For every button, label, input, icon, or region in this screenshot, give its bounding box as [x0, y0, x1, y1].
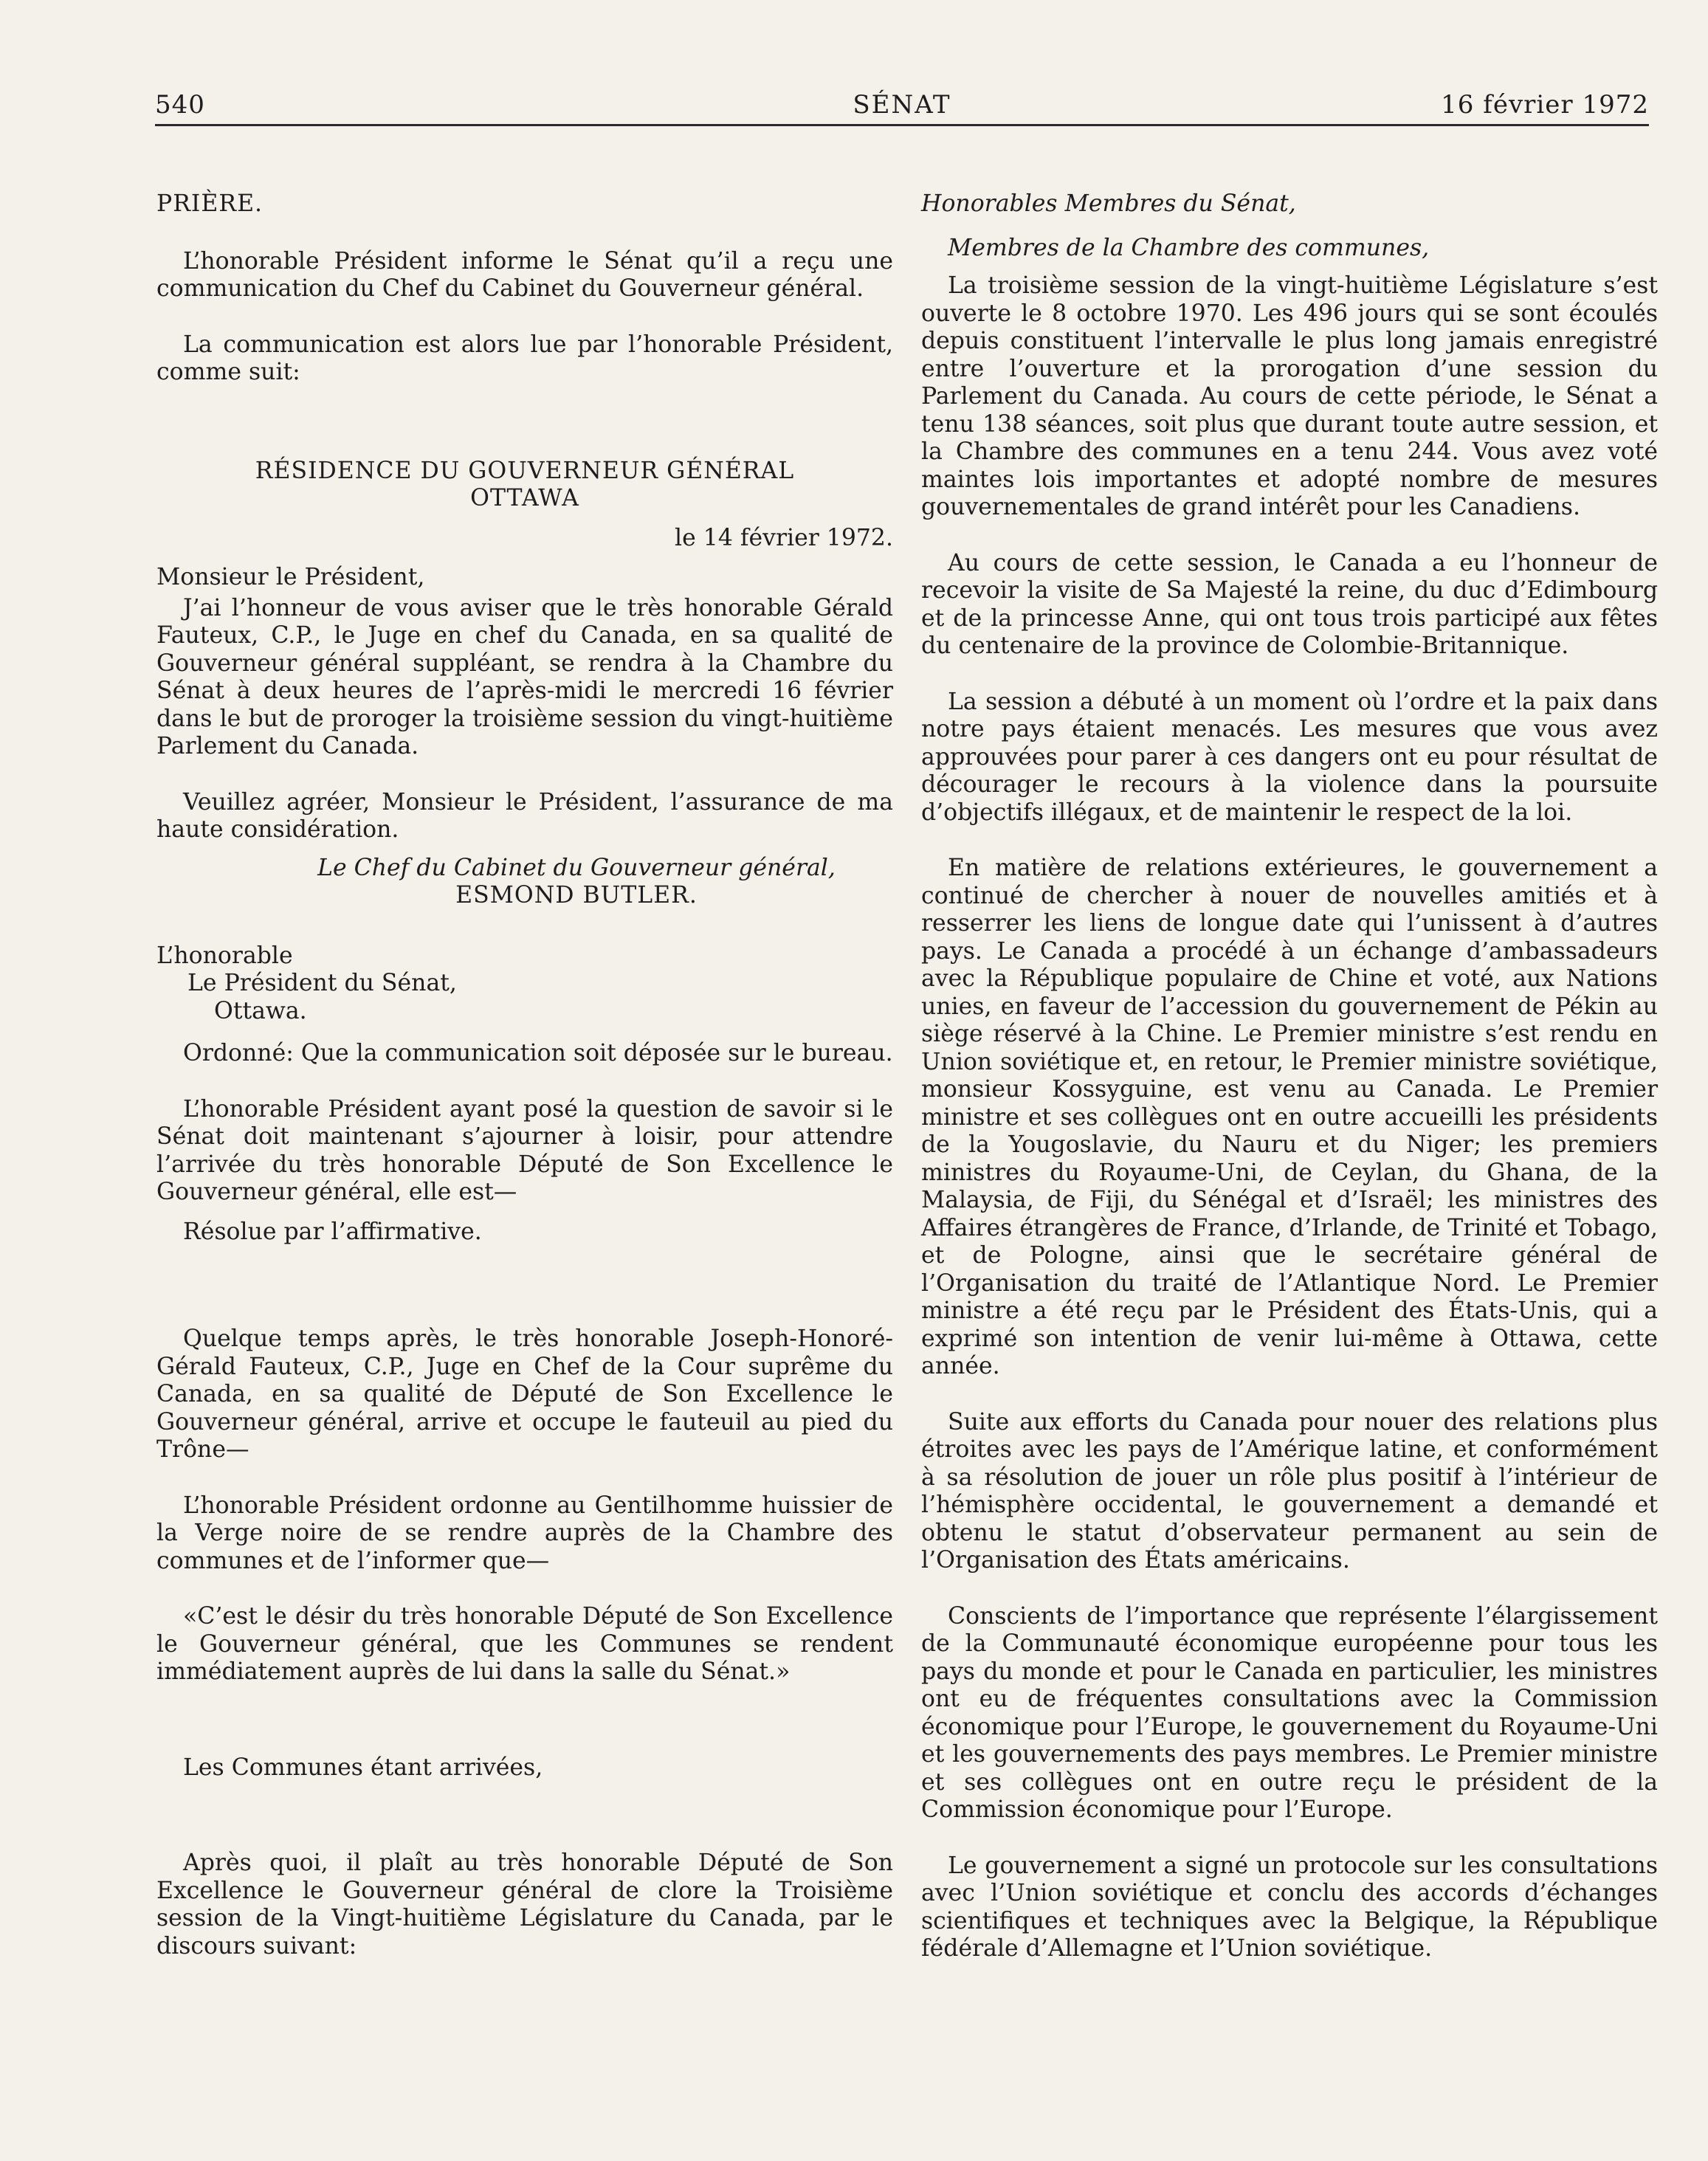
- paragraph-lecture: La communication est alors lue par l’honorable Président, comme suit:: [156, 331, 893, 385]
- addressee-line-3: Ottawa.: [214, 997, 307, 1024]
- speech-paragraph-7: Le gouvernement a signé un protocole sur les consultations avec l’Union soviétique et conclu des accords d’échanges scientifiques et techniques avec la Belgique, la République fédérale d’Allemagne et l’Union soviétique.: [921, 1852, 1658, 1962]
- signature-title: Le Chef du Cabinet du Gouverneur général,: [317, 854, 836, 881]
- page-title: SÉNAT: [853, 90, 951, 120]
- speech-paragraph-3: La session a débuté à un moment où l’ordre et la paix dans notre pays étaient menacés. Les mesures que vous avez approuvées pour parer à ces dangers ont eu pour résultat de décourager le recours à la violence dans la poursuite d’objectifs illégaux, et de maintenir le respect de la loi.: [921, 688, 1658, 826]
- paragraph-quote: «C’est le désir du très honorable Député de Son Excellence le Gouverneur général, que les Communes se rendent immédiatement auprès de lui dans la salle du Sénat.»: [156, 1603, 893, 1685]
- greeting-communes: Membres de la Chambre des communes,: [948, 234, 1430, 261]
- paragraph-ordonne: Ordonné: Que la communication soit déposée sur le bureau.: [183, 1040, 893, 1066]
- paragraph-communes-arrivees: Les Communes étant arrivées,: [183, 1754, 543, 1781]
- residence-heading: RÉSIDENCE DU GOUVERNEUR GÉNÉRAL: [255, 457, 795, 484]
- speech-paragraph-2: Au cours de cette session, le Canada a eu l’honneur de recevoir la visite de Sa Majesté la reine, du duc d’Edimbourg et de la princesse Anne, qui ont tous trois participé aux fêtes du centenaire de la province de Colombie-Britannique.: [921, 549, 1658, 659]
- paragraph-quelque-temps: Quelque temps après, le très honorable Joseph-Honoré-Gérald Fauteux, C.P., Juge en Chef de la Cour suprême du Canada, en sa qualité de Député de Son Excellence le Gouverneur général, arrive et occupe le fauteuil au pied du Trône—: [156, 1326, 893, 1463]
- speech-paragraph-5: Suite aux efforts du Canada pour nouer des relations plus étroites avec les pays de l’Amérique latine, et conformément à sa résolution de jouer un rôle plus positif à l’intérieur de l’hémisphère occidental, le gouvernement a demandé et obtenu le statut d’observateur permanent au sein de l’Organisation des États américains.: [921, 1408, 1658, 1574]
- paragraph-communication: L’honorable Président informe le Sénat qu’il a reçu une communication du Chef du Cabinet du Gouverneur général.: [156, 247, 893, 302]
- paragraph-huissier: L’honorable Président ordonne au Gentilhomme huissier de la Verge noire de se rendre auprès de la Chambre des communes et de l’informer que—: [156, 1492, 893, 1574]
- right-column: [921, 190, 1658, 1963]
- letter-salutation: Monsieur le Président,: [156, 564, 425, 590]
- header-rule: [155, 124, 1649, 126]
- paragraph-resolue: Résolue par l’affirmative.: [183, 1218, 482, 1245]
- letter-body: J’ai l’honneur de vous aviser que le très honorable Gérald Fauteux, C.P., le Juge en chef du Canada, en sa qualité de Gouverneur général suppléant, se rendra à la Chambre du Sénat à deux heures de l’après-midi le mercredi 16 février dans le but de proroger la troisième session du vingt-huitième Parlement du Canada.: [156, 594, 893, 759]
- speech-paragraph-6: Conscients de l’importance que représente l’élargissement de la Communauté économique européenne pour tous les pays du monde et pour le Canada en particulier, les ministres ont eu de fréquentes consultations avec la Commission économique pour l’Europe, le gouvernement du Royaume-Uni et les gouvernements des pays membres. Le Premier ministre et ses collègues ont en outre reçu le président de la Commission économique pour l’Europe.: [921, 1602, 1658, 1823]
- left-column: [156, 190, 893, 1960]
- page-date: 16 février 1972: [1441, 90, 1649, 120]
- speech-paragraph-1: La troisième session de la vingt-huitième Législature s’est ouverte le 8 octobre 1970. Les 496 jours qui se sont écoulés depuis constituent l’intervalle le plus long jamais enregistré entre l’ouverture et la prorogation d’une session du Parlement du Canada. Au cours de cette période, le Sénat a tenu 138 séances, soit plus que durant toute autre session, et la Chambre des communes en a tenu 244. Vous avez voté maintes lois importantes et adopté nombre de mesures gouvernementales de grand intérêt pour les Canadiens.: [921, 272, 1658, 520]
- addressee-line-1: L’honorable: [156, 942, 293, 969]
- page-number: 540: [155, 90, 205, 120]
- paragraph-apres-quoi: Après quoi, il plaît au très honorable Député de Son Excellence le Gouverneur général de clore la Troisième session de la Vingt-huitième Législature du Canada, par le discours suivant:: [156, 1850, 893, 1960]
- priere-heading: PRIÈRE.: [156, 190, 264, 217]
- letter-closing: Veuillez agréer, Monsieur le Président, l’assurance de ma haute considération.: [156, 788, 893, 843]
- speech-paragraph-4: En matière de relations extérieures, le gouvernement a continué de chercher à nouer de nouvelles amitiés et à resserrer les liens de longue date qui l’unissent à d’autres pays. Le Canada a procédé à un échange d’ambassadeurs avec la République populaire de Chine et voté, aux Nations unies, en faveur de l’accession du gouvernement de Pékin au siège réservé à la Chine. Le Premier ministre s’est rendu en Union soviétique et, en retour, le Premier ministre soviétique, monsieur Kossyguine, est venu au Canada. Le Premier ministre et ses collègues ont en outre accueilli les présidents de la Yougoslavie, du Nauru et du Niger; les premiers ministres du Royaume-Uni, de Ceylan, du Ghana, de la Malaysia, de Fiji, du Sénégal et d’Israël; les ministres des Affaires étrangères de France, d’Irlande, de Trinité et Tobago, et de Pologne, ainsi que le secrétaire général de l’Organisation du traité de l’Atlantique Nord. Le Premier ministre a été reçu par le Président des États-Unis, qui a exprimé son intention de venir lui-même à Ottawa, cette année.: [921, 855, 1658, 1379]
- signature-name: ESMOND BUTLER.: [455, 882, 698, 909]
- residence-city: OTTAWA: [470, 485, 579, 511]
- letter-date: le 14 février 1972.: [675, 524, 893, 551]
- greeting-senat: Honorables Membres du Sénat,: [921, 190, 1296, 217]
- addressee-line-2: Le Président du Sénat,: [187, 970, 457, 996]
- paragraph-question: L’honorable Président ayant posé la question de savoir si le Sénat doit maintenant s’ajourner à loisir, pour attendre l’arrivée du très honorable Député de Son Excellence le Gouverneur général, elle est—: [156, 1095, 893, 1205]
- page-header: [155, 90, 1649, 127]
